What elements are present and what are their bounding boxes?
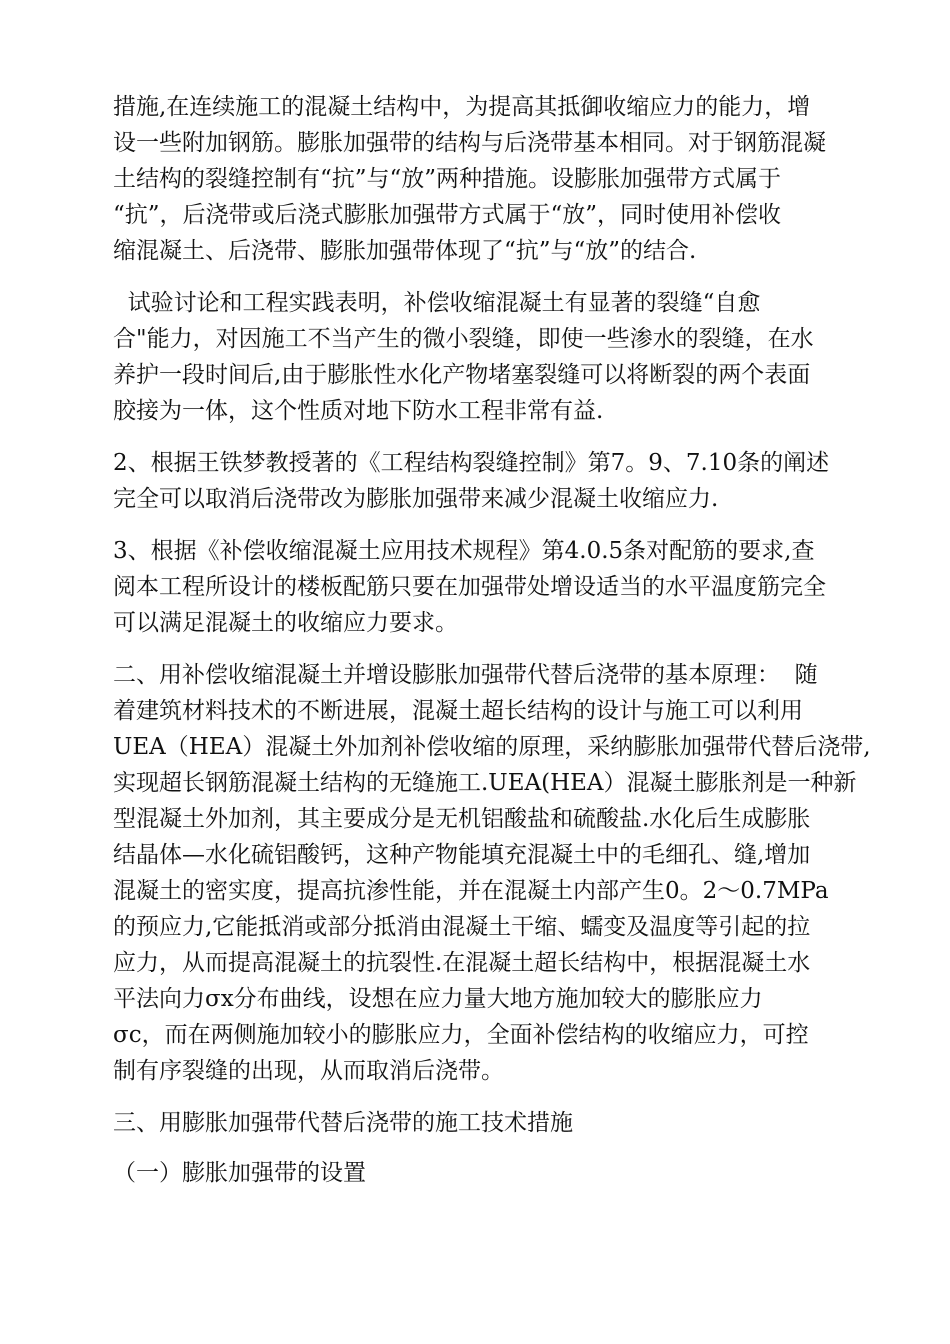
text-line: 平法向力σx分布曲线，设想在应力量大地方施加较大的膨胀应力 [113, 986, 763, 1012]
subsection-heading-1 [113, 1155, 858, 1191]
text-line: 二、用补偿收缩混凝土并增设膨胀加强带代替后浇带的基本原理： 随 [113, 662, 818, 688]
text-line: 型混凝土外加剂，其主要成分是无机铝酸盐和硫酸盐.水化后生成膨胀 [113, 806, 811, 832]
paragraph-4 [113, 533, 858, 641]
text-line: 的预应力,它能抵消或部分抵消由混凝土干缩、蠕变及温度等引起的拉 [113, 914, 811, 940]
text-line: 2、根据王铁梦教授著的《工程结构裂缝控制》第7。9、7.10条的阐述 [113, 450, 830, 476]
section-heading-3 [113, 1105, 858, 1141]
text-line: 着建筑材料技术的不断进展，混凝土超长结构的设计与施工可以利用 [113, 698, 803, 724]
text-line: 胶接为一体，这个性质对地下防水工程非常有益. [113, 398, 604, 424]
text-line: （一）膨胀加强带的设置 [113, 1160, 366, 1186]
text-line: 养护一段时间后,由于膨胀性水化产物堵塞裂缝可以将断裂的两个表面 [113, 362, 811, 388]
text-line: 3、根据《补偿收缩混凝土应用技术规程》第4.0.5条对配筋的要求,查 [113, 538, 815, 564]
text-line: 措施,在连续施工的混凝土结构中，为提高其抵御收缩应力的能力，增 [113, 94, 811, 120]
text-line: 阅本工程所设计的楼板配筋只要在加强带处增设适当的水平温度筋完全 [113, 574, 826, 600]
text-line: 完全可以取消后浇带改为膨胀加强带来减少混凝土收缩应力. [113, 486, 719, 512]
text-line: “抗”，后浇带或后浇式膨胀加强带方式属于“放”，同时使用补偿收 [113, 202, 782, 228]
paragraph-3 [113, 445, 858, 517]
text-line: 设一些附加钢筋。膨胀加强带的结构与后浇带基本相同。对于钢筋混凝 [113, 130, 826, 156]
text-line: σc，而在两侧施加较小的膨胀应力，全面补偿结构的收缩应力，可控 [113, 1022, 809, 1048]
paragraph-2 [113, 285, 858, 429]
text-line: 制有序裂缝的出现，从而取消后浇带。 [113, 1058, 504, 1084]
text-line: 结晶体—水化硫铝酸钙，这种产物能填充混凝土中的毛细孔、缝,增加 [113, 842, 811, 868]
text-line: UEA（HEA）混凝土外加剂补偿收缩的原理，采纳膨胀加强带代替后浇带, [113, 734, 871, 760]
text-line: 缩混凝土、后浇带、膨胀加强带体现了“抗”与“放”的结合. [113, 238, 697, 264]
text-line: 三、用膨胀加强带代替后浇带的施工技术措施 [113, 1110, 573, 1136]
text-line: 土结构的裂缝控制有“抗”与“放”两种措施。设膨胀加强带方式属于 [113, 166, 782, 192]
text-line: 应力，从而提高混凝土的抗裂性.在混凝土超长结构中，根据混凝土水 [113, 950, 811, 976]
paragraph-1 [113, 89, 858, 269]
text-line: 实现超长钢筋混凝土结构的无缝施工.UEA(HEA）混凝土膨胀剂是一种新 [113, 770, 857, 796]
text-line: 合"能力，对因施工不当产生的微小裂缝，即使一些渗水的裂缝，在水 [113, 326, 814, 352]
text-line: 混凝土的密实度，提高抗渗性能，并在混凝土内部产生0。2～0.7MPa [113, 878, 829, 904]
text-line: 可以满足混凝土的收缩应力要求。 [113, 610, 458, 636]
paragraph-5 [113, 657, 871, 1089]
text-line: 试验讨论和工程实践表明，补偿收缩混凝土有显著的裂缝“自愈 [113, 290, 761, 316]
